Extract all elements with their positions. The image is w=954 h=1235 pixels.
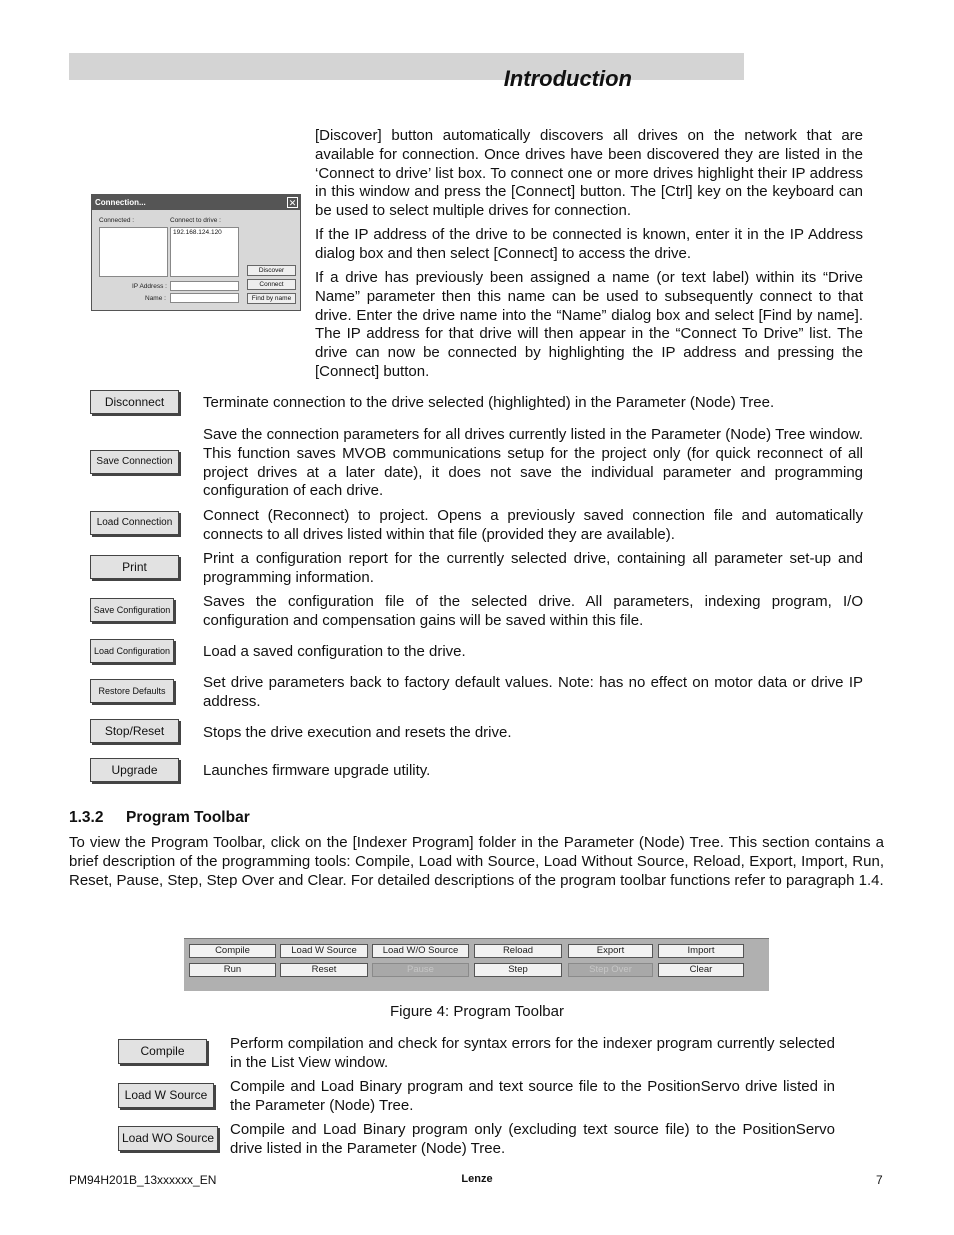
tool-description: Launches firmware upgrade utility. [203, 762, 431, 779]
toolbar-clear-button[interactable]: Clear [658, 963, 744, 977]
footer-brand: Lenze [461, 1173, 493, 1185]
toolbar-step-button[interactable]: Step [474, 963, 562, 977]
restore-defaults-button[interactable]: Restore Defaults [90, 679, 174, 703]
section-heading [69, 809, 250, 827]
connection-dialog [91, 194, 301, 311]
program-toolbar [184, 921, 769, 991]
ip-address-input[interactable] [170, 281, 239, 291]
list-item[interactable]: 192.168.124.120 [173, 229, 222, 236]
toolbar-reload-button[interactable]: Reload [474, 944, 562, 958]
connected-list[interactable] [99, 227, 168, 277]
program-tool-description: Compile and Load Binary program only (excluding text source file) to the PositionServo drive listed in the Parameter (Node) Tree. [230, 1121, 835, 1157]
connected-label: Connected : [99, 217, 135, 224]
intro-paragraph: If a drive has previously been assigned a name (or text label) within its “Drive Name” parameter then this name can be used to subsequently connect to that drive. Enter the drive name into the “Name” dialog box and select [Find by name]. The IP address for that drive will then appear in the “Connect To Drive” list. The drive can now be connected by highlighting the IP address and pressing the [Connect] button. [315, 269, 863, 380]
save-configuration-button[interactable]: Save Configuration [90, 598, 174, 622]
toolbar-pause-button[interactable]: Pause [372, 963, 469, 977]
toolbar-load-w-source-button[interactable]: Load W Source [280, 944, 368, 958]
load-wo-source-button[interactable]: Load WO Source [118, 1126, 218, 1151]
tool-description: Saves the configuration file of the selected drive. All parameters, indexing program, I/O configuration and compensation gains will be saved within this file. [203, 593, 863, 629]
load-w-source-button[interactable]: Load W Source [118, 1083, 214, 1108]
section-body: To view the Program Toolbar, click on the [Indexer Program] folder in the Parameter (Node) Tree. This section contains a brief description of the programming tools: Compile, Load with Source, Load Without Source, Reload, Export, Import, Run, Reset, Pause, Step, Step Over and Clear. For detailed descriptions of the program toolbar functions refer to paragraph 1.4. [69, 834, 884, 889]
connect-to-label: Connect to drive : [170, 217, 221, 224]
section-title: Program Toolbar [126, 809, 250, 826]
tool-description: Stops the drive execution and resets the drive. [203, 724, 512, 741]
ip-address-label: IP Address : [132, 283, 167, 290]
toolbar-header-strip [184, 921, 769, 939]
page-number: 7 [876, 1173, 883, 1187]
toolbar-import-button[interactable]: Import [658, 944, 744, 958]
find-by-name-button[interactable]: Find by name [247, 293, 296, 304]
compile-button[interactable]: Compile [118, 1039, 207, 1064]
footer-doc-id: PM94H201B_13xxxxxx_EN [69, 1173, 217, 1187]
load-configuration-button[interactable]: Load Configuration [90, 639, 174, 663]
stop-reset-button[interactable]: Stop/Reset [90, 719, 179, 743]
toolbar-load-wo-source-button[interactable]: Load W/O Source [372, 944, 469, 958]
tool-description: Print a configuration report for the currently selected drive, containing all parameter set-up and programming information. [203, 550, 863, 586]
toolbar-export-button[interactable]: Export [568, 944, 653, 958]
section-number: 1.3.2 [69, 809, 104, 826]
name-label: Name : [145, 295, 166, 302]
page-title: Introduction [503, 66, 632, 91]
close-icon[interactable]: ✕ [288, 198, 297, 208]
connect-to-list[interactable] [170, 227, 239, 277]
program-tool-description: Perform compilation and check for syntax errors for the indexer program currently selected in the List View window. [230, 1035, 835, 1071]
print-button[interactable]: Print [90, 555, 179, 579]
upgrade-button[interactable]: Upgrade [90, 758, 179, 782]
toolbar-run-button[interactable]: Run [189, 963, 276, 977]
tool-description: Terminate connection to the drive selected (highlighted) in the Parameter (Node) Tree. [203, 394, 775, 411]
save-connection-button[interactable]: Save Connection [90, 450, 179, 474]
discover-button[interactable]: Discover [247, 265, 296, 276]
disconnect-button[interactable]: Disconnect [90, 390, 179, 414]
intro-paragraph: [Discover] button automatically discovers all drives on the network that are available for connection. Once drives have been discovered they are listed in the ‘Connect to drive’ list box. To connect one or more drives highlight their IP address in this window and press the [Connect] button. The [Ctrl] key on the keyboard can be used to select multiple drives for connection. [315, 127, 863, 220]
tool-description: Save the connection parameters for all drives currently listed in the Parameter (Node) Tree window. This function saves MVOB communications setup for the project only (for quick reconnect of all project drives at a later date), it does not save the individual parameter and programming configuration of each drive. [203, 426, 863, 500]
tool-description: Load a saved configuration to the drive. [203, 643, 466, 660]
figure-caption: Figure 4: Program Toolbar [390, 1003, 564, 1020]
toolbar-reset-button[interactable]: Reset [280, 963, 368, 977]
toolbar-compile-button[interactable]: Compile [189, 944, 276, 958]
program-tool-description: Compile and Load Binary program and text source file to the PositionServo drive listed in the Parameter (Node) Tree. [230, 1078, 835, 1114]
dialog-title: Connection... [92, 195, 300, 210]
load-connection-button[interactable]: Load Connection [90, 511, 179, 535]
tool-description: Connect (Reconnect) to project. Opens a previously saved connection file and automatically connects to all drives listed within that file (provided they are available). [203, 507, 863, 543]
tool-description: Set drive parameters back to factory default values. Note: has no effect on motor data or drive IP address. [203, 674, 863, 710]
name-input[interactable] [170, 293, 239, 303]
intro-paragraph: If the IP address of the drive to be connected is known, enter it in the IP Address dialog box and then select [Connect] to access the drive. [315, 226, 863, 262]
toolbar-step-over-button[interactable]: Step Over [568, 963, 653, 977]
connect-button[interactable]: Connect [247, 279, 296, 290]
